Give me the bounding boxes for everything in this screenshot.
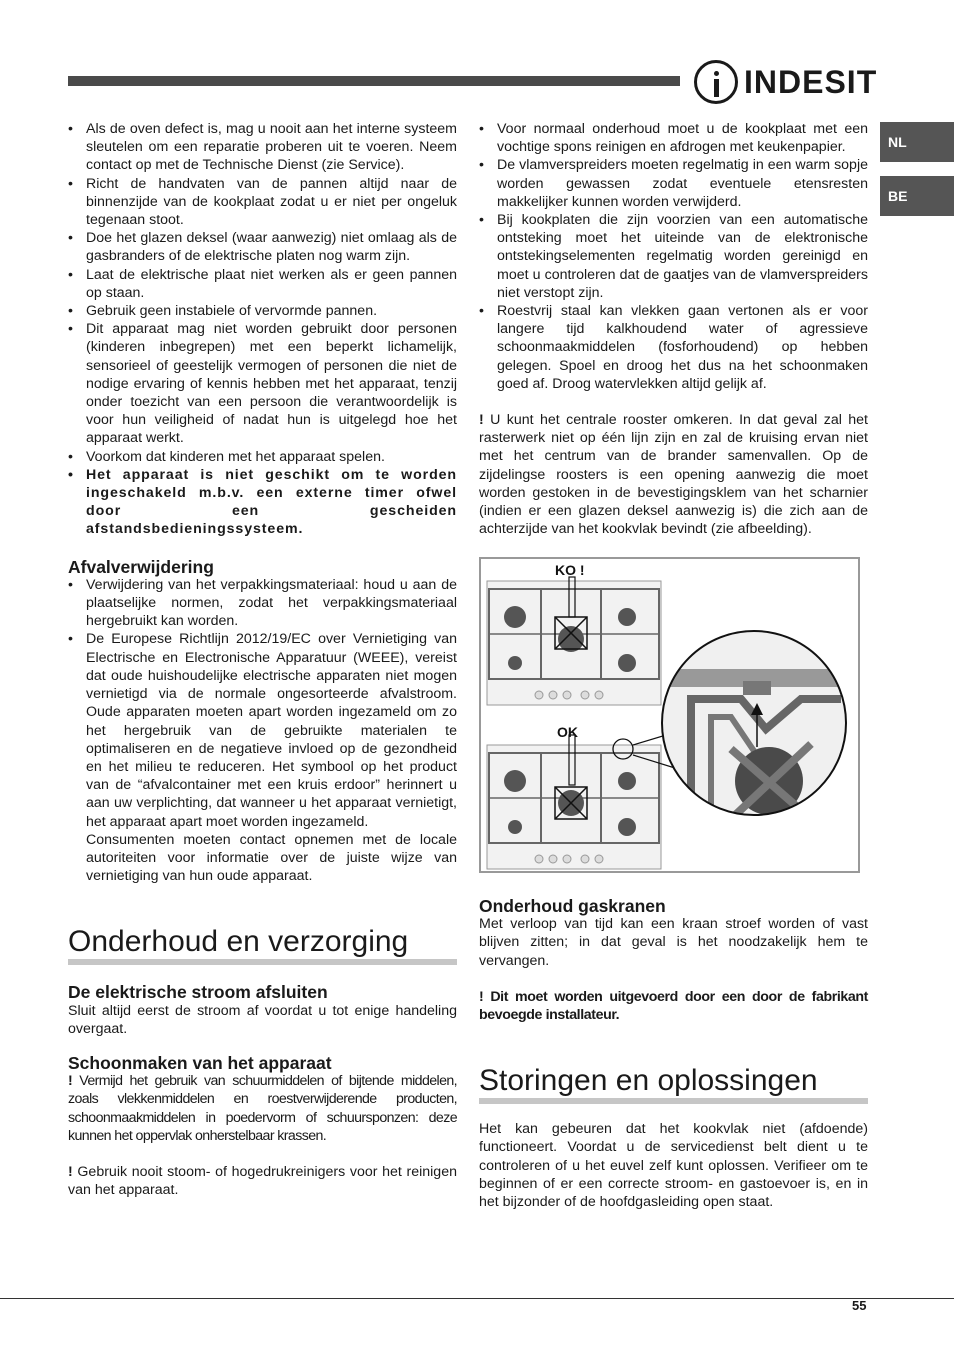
list-item: • De vlamverspreiders moeten regelmatig in een warm sopje worden gewassen zodat eventuele etensresten makkelijker kunnen worden verwijderd.: [479, 156, 868, 211]
indesit-logo-icon: [694, 60, 738, 104]
tab-nl[interactable]: NL: [880, 122, 954, 162]
indesit-logo: [694, 60, 878, 106]
list-item: • Dit apparaat mag niet worden gebruikt door personen (kinderen inbegrepen) met een beperkt lichamelijk, sensorieel of geestelijk vermogen of personen die niet de nodige ervaring of kennis hebben met het apparaat, tenzij onder toezicht van een persoon die verantwoordelijk is voor hun veiligheid of nadat hun is uitgelegd hoe het apparaat werkt.: [68, 320, 457, 447]
storingen-title: Storingen en oplossingen: [479, 1064, 868, 1104]
gaskranen-heading: Onderhoud gaskranen: [479, 896, 666, 916]
ok-label: OK: [557, 724, 578, 740]
warning-mark: !: [479, 412, 484, 429]
footer-line: [0, 1298, 954, 1299]
header-bar: [68, 76, 680, 86]
zoom-detail: [661, 631, 851, 819]
stroom-text: Sluit altijd eerst de stroom af voordat u tot enige handeling overgaat.: [68, 1002, 457, 1037]
list-item: • Verwijdering van het verpakkingsmateriaal: houd u aan de plaatselijke normen, zodat het verpakkingsmateriaal hergebruikt kan worden.: [68, 576, 457, 631]
list-item: • De Europese Richtlijn 2012/19/EC over Vernietiging van Electrische en Electronische Apparatuur (WEEE), vereist dat oude huishoudelijke electrische apparaten niet mogen vernietigd via de normale ongesorteerde afvalstroom. Oude apparaten moeten apart worden ingezameld om zo het hergebruik van de gebruikte materialen te optimaliseren en de negatieve invloed op de gezondheid en het milieu te reduceren. Het symbool op het product van de “afvalcontainer met een kruis erdoor” herinnert u aan uw verplichting, dat wanneer u het apparaat vernietigt, het apparaat apart moet worden ingezameld.: [68, 630, 457, 830]
onderhoud-title: Onderhoud en verzorging: [68, 925, 457, 965]
stroom-heading: De elektrische stroom afsluiten: [68, 982, 328, 1003]
ko-label: KO !: [555, 562, 585, 578]
list-item: • Voorkom dat kinderen met het apparaat spelen.: [68, 448, 457, 466]
right-column-lower: [479, 897, 868, 1211]
gaskranen-text: Met verloop van tijd kan een kraan stroef worden of vast blijven zitten; in dat geval is het noodzakelijk hem te vervangen.: [479, 916, 868, 969]
warning-mark: !: [68, 1073, 73, 1090]
list-item: • Richt de handvaten van de pannen altijd naar de binnenzijde van de kookplaat zodat u er niet per ongeluk tegenaan stoot.: [68, 175, 457, 230]
list-item: • Bij kookplaten die zijn voorzien van een automatische ontsteking moet het uiteinde van de elektronische ontstekingselementen regelmatig worden gereinigd en moet u controleren dat de gaatjes van de vlamverspreiders niet verstopt zijn.: [479, 211, 868, 302]
schoon-heading: Schoonmaken van het apparaat: [68, 1052, 332, 1073]
left-column: [68, 120, 457, 1199]
afval-extra: Consumenten moeten contact opnemen met de locale autoriteiten voor informatie over de juiste wijze van vernietiging van hun oude apparaat.: [86, 831, 457, 885]
list-item: • Voor normaal onderhoud moet u de kookplaat met een vochtige spons reinigen en afdrogen met keukenpapier.: [479, 120, 868, 156]
hob-illustration: [481, 559, 858, 871]
afval-list: [68, 576, 457, 831]
schoon-text-2: Gebruik nooit stoom- of hogedrukreinigers voor het reinigen van het apparaat.: [68, 1163, 457, 1199]
maintenance-list: [479, 120, 868, 393]
warning-mark: !: [68, 1163, 73, 1180]
schoon-text-1: Vermijd het gebruik van schuurmiddelen of bijtende middelen, zoals vlekkenmiddelen en roestverwijderende producten, schoonmaakmiddelen in poedervorm of schuursponzen: deze kunnen het oppervlak onherstelbaar krassen.: [68, 1073, 458, 1144]
safety-list: [68, 120, 457, 539]
list-item-bold: • Het apparaat is niet geschikt om te worden ingeschakeld m.b.v. een externe timer ofwel door een gescheiden afstandsbedieningssysteem.: [68, 466, 457, 539]
list-item: • Als de oven defect is, mag u nooit aan het interne systeem sleutelen om een reparatie proberen uit te voeren. Neem contact op met de Technische Dienst (zie Service).: [68, 120, 457, 175]
list-item: • Laat de elektrische plaat niet werken als er geen pannen op staan.: [68, 266, 457, 302]
tab-be[interactable]: BE: [880, 176, 954, 216]
storingen-text: Het kan gebeuren dat het kookvlak niet (afdoende) functioneert. Voordat u de servicedienst belt dient u te controleren of u het euvel zelf kunt oplossen. Verifieer om te beginnen of er een correcte stroom- en gastoevoer is, en in het bijzonder of de hoofdgasleiding open staat.: [479, 1121, 868, 1211]
hob-figure: [479, 557, 860, 873]
hob-ko: [487, 577, 661, 705]
page-number: 55: [852, 1298, 867, 1313]
gaskranen-warning: Dit moet worden uitgevoerd door een door de fabrikant bevoegde installateur.: [479, 988, 868, 1024]
right-column: [479, 120, 868, 538]
list-item: • Roestvrij staal kan vlekken gaan vertonen als er voor langere tijd kalkhoudend water of agressieve schoonmaakmiddelen (fosforhoudend) op hebben gelegen. Spoel en droog het dus na het schoonmaken goed af. Droog watervlekken altijd gelijk af.: [479, 302, 868, 393]
warning-mark: !: [479, 988, 484, 1005]
rooster-note: U kunt het centrale rooster omkeren. In dat geval zal het rasterwerk niet op één lijn zijn en zal de kruising ervan niet met het centrum van de brander samenvallen. Op de zijdelingse roosters is een opening aanwezig die moet worden gestoken in de bevestigingsklem van het scharnier (indien er een glazen deksel aanwezig is) die zich aan de achterzijde van het kookvlak bevindt (zie afbeelding).: [479, 412, 868, 538]
list-item: • Gebruik geen instabiele of vervormde pannen.: [68, 302, 457, 320]
brand-name: INDESIT: [744, 64, 878, 100]
list-item: • Doe het glazen deksel (waar aanwezig) niet omlaag als de gasbranders of de elektrische platen nog warm zijn.: [68, 229, 457, 265]
afval-heading: Afvalverwijdering: [68, 556, 214, 577]
